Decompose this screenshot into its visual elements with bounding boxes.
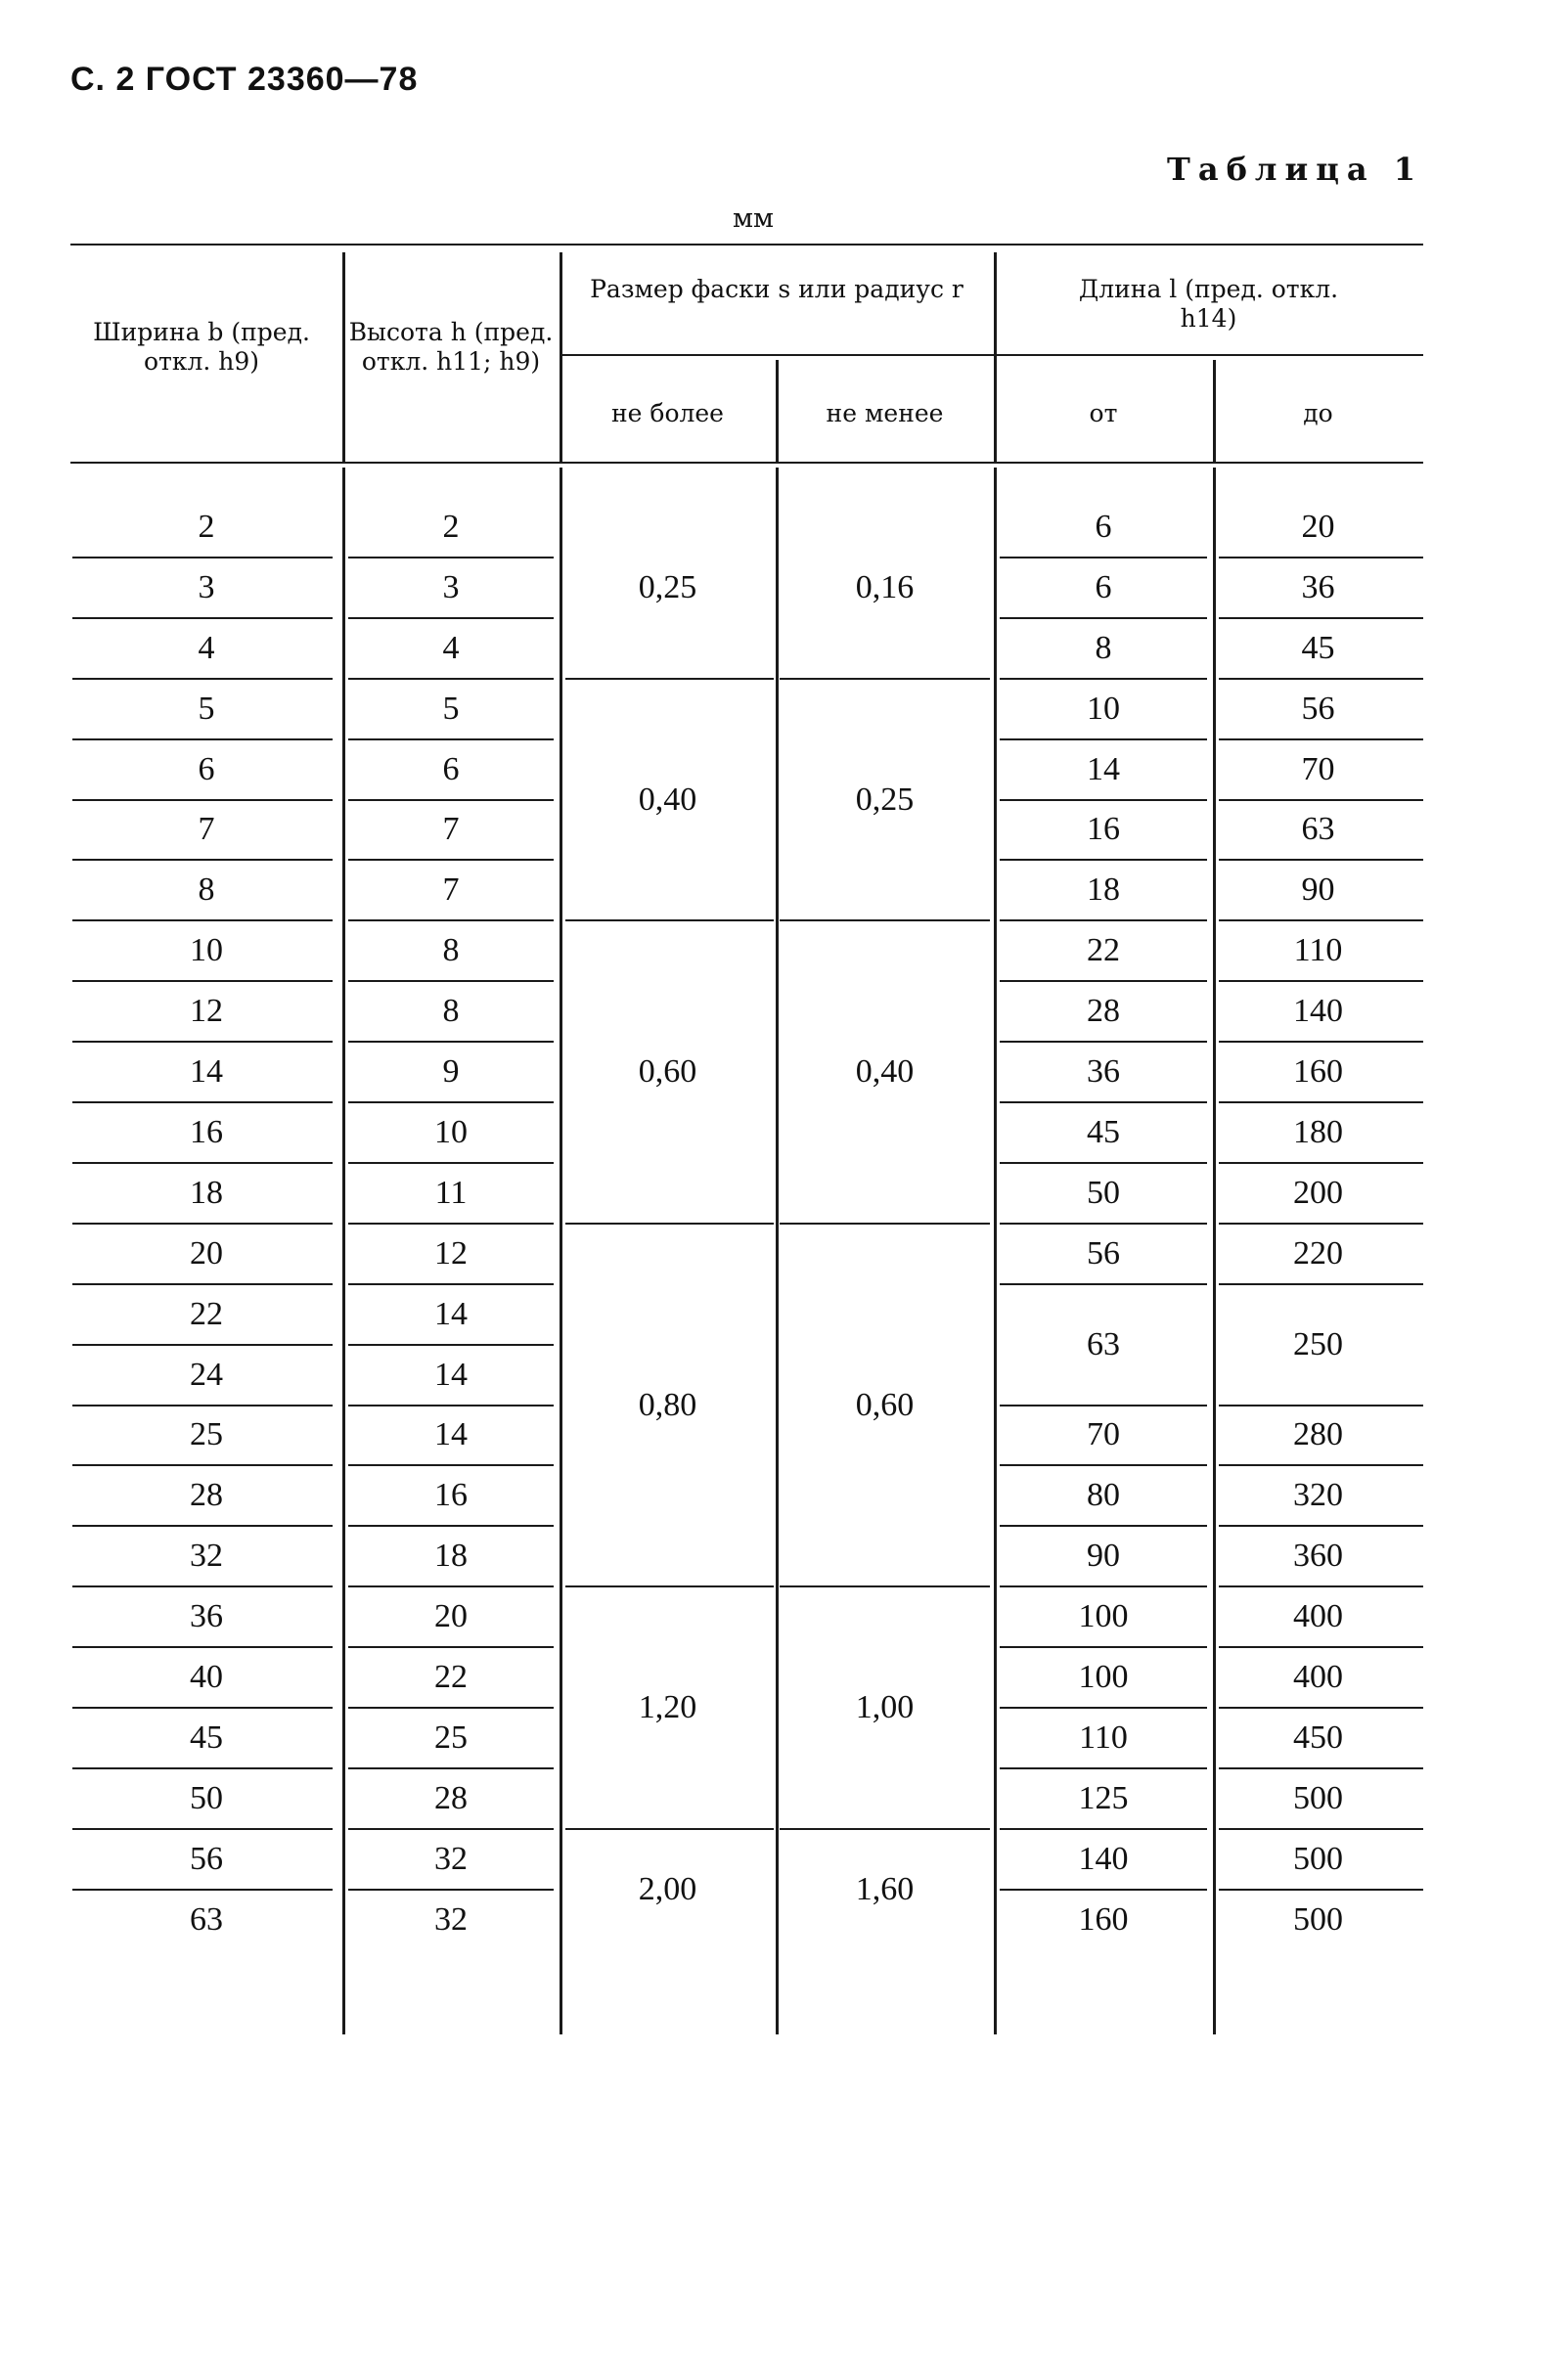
- row-divider: [1000, 1646, 1207, 1648]
- cell-length-from: 100: [1078, 1598, 1129, 1635]
- cell-height-h: 3: [442, 568, 460, 605]
- cell-length-from: 45: [1087, 1113, 1120, 1150]
- row-divider: [1219, 1585, 1423, 1587]
- row-divider: [348, 1162, 554, 1164]
- row-divider: [1219, 1041, 1423, 1043]
- cell-width-b: 4: [198, 629, 215, 666]
- row-divider: [348, 738, 554, 740]
- row-divider: [72, 980, 333, 982]
- row-divider: [72, 1464, 333, 1466]
- cell-length-to: 280: [1293, 1416, 1343, 1453]
- row-divider: [72, 1525, 333, 1527]
- row-divider: [348, 1707, 554, 1709]
- cell-length-to: 500: [1293, 1900, 1343, 1938]
- header-divider: [342, 252, 345, 462]
- cell-length-from: 110: [1079, 1719, 1128, 1756]
- cell-length-from: 8: [1095, 629, 1112, 666]
- cell-height-h: 4: [442, 629, 460, 666]
- row-divider: [72, 1041, 333, 1043]
- chamfer-group-divider: [780, 678, 990, 680]
- cell-width-b: 45: [190, 1719, 223, 1756]
- row-divider: [1000, 1101, 1207, 1103]
- cell-length-from: 16: [1087, 811, 1120, 848]
- cell-length-from: 14: [1087, 750, 1120, 787]
- row-divider: [1000, 557, 1207, 558]
- cell-length-from: 63: [1087, 1325, 1120, 1362]
- cell-length-to: 250: [1293, 1325, 1343, 1362]
- row-divider: [348, 980, 554, 982]
- row-divider: [1219, 1223, 1423, 1225]
- row-divider: [72, 1767, 333, 1769]
- cell-height-h: 25: [434, 1719, 468, 1756]
- header-height-h: Высота h (пред. откл. h11; h9): [348, 318, 554, 376]
- row-divider: [1219, 1162, 1423, 1164]
- cell-height-h: 2: [442, 508, 460, 545]
- cell-width-b: 14: [190, 1053, 223, 1091]
- row-divider: [348, 859, 554, 861]
- row-divider: [1000, 1889, 1207, 1891]
- cell-length-from: 90: [1087, 1538, 1120, 1575]
- row-divider: [1219, 1707, 1423, 1709]
- cell-chamfer-min: 0,60: [855, 1386, 915, 1423]
- row-divider: [72, 859, 333, 861]
- row-divider: [1219, 980, 1423, 982]
- row-divider: [72, 919, 333, 921]
- cell-length-to: 70: [1301, 750, 1335, 787]
- cell-width-b: 56: [190, 1840, 223, 1877]
- chamfer-group-divider: [565, 1223, 774, 1225]
- row-divider: [1000, 1585, 1207, 1587]
- row-divider: [348, 1223, 554, 1225]
- chamfer-group-divider: [780, 1585, 990, 1587]
- length-subheader-rule: [994, 354, 1423, 356]
- row-divider: [1000, 919, 1207, 921]
- cell-height-h: 11: [434, 1174, 468, 1211]
- cell-length-to: 110: [1293, 932, 1343, 969]
- header-divider: [994, 252, 997, 462]
- cell-length-from: 100: [1078, 1659, 1129, 1696]
- row-divider: [348, 1464, 554, 1466]
- row-divider: [72, 1585, 333, 1587]
- row-divider: [348, 1585, 554, 1587]
- row-divider: [1219, 1525, 1423, 1527]
- header-chamfer-group: Размер фаски s или радиус r: [590, 275, 963, 303]
- cell-length-from: 50: [1087, 1174, 1120, 1211]
- cell-length-to: 63: [1301, 811, 1335, 848]
- cell-length-from: 125: [1078, 1779, 1129, 1816]
- cell-height-h: 9: [442, 1053, 460, 1091]
- cell-width-b: 50: [190, 1779, 223, 1816]
- cell-length-from: 36: [1087, 1053, 1120, 1091]
- cell-height-h: 6: [442, 750, 460, 787]
- cell-width-b: 40: [190, 1659, 223, 1696]
- cell-width-b: 6: [198, 750, 215, 787]
- row-divider: [1219, 1283, 1423, 1285]
- body-column-divider: [560, 468, 562, 2034]
- cell-height-h: 28: [434, 1779, 468, 1816]
- row-divider: [72, 678, 333, 680]
- row-divider: [1000, 1707, 1207, 1709]
- cell-width-b: 5: [198, 690, 215, 727]
- cell-chamfer-max: 2,00: [638, 1870, 697, 1907]
- row-divider: [1219, 1101, 1423, 1103]
- cell-length-from: 80: [1087, 1477, 1120, 1514]
- row-divider: [348, 557, 554, 558]
- cell-length-to: 36: [1301, 568, 1335, 605]
- row-divider: [1000, 799, 1207, 801]
- cell-chamfer-min: 1,00: [855, 1689, 915, 1725]
- chamfer-group-divider: [780, 919, 990, 921]
- chamfer-group-divider: [780, 1828, 990, 1830]
- header-divider: [560, 252, 562, 462]
- cell-length-from: 6: [1095, 568, 1112, 605]
- cell-width-b: 7: [198, 811, 215, 848]
- row-divider: [348, 1101, 554, 1103]
- cell-length-to: 90: [1301, 871, 1335, 909]
- header-length-to: до: [1303, 399, 1333, 427]
- row-divider: [348, 1828, 554, 1830]
- cell-length-to: 320: [1293, 1477, 1343, 1514]
- row-divider: [1000, 1767, 1207, 1769]
- row-divider: [1219, 1464, 1423, 1466]
- row-divider: [1219, 738, 1423, 740]
- row-divider: [1000, 1223, 1207, 1225]
- cell-length-to: 500: [1293, 1779, 1343, 1816]
- cell-chamfer-max: 1,20: [638, 1689, 697, 1725]
- row-divider: [1219, 1828, 1423, 1830]
- cell-height-h: 7: [442, 871, 460, 909]
- header-width-b: Ширина b (пред. откл. h9): [93, 318, 310, 376]
- cell-length-to: 140: [1293, 993, 1343, 1030]
- cell-width-b: 12: [190, 993, 223, 1030]
- chamfer-group-divider: [780, 1223, 990, 1225]
- row-divider: [72, 738, 333, 740]
- page-header: С. 2 ГОСТ 23360—78: [70, 61, 419, 98]
- row-divider: [1219, 1767, 1423, 1769]
- cell-chamfer-min: 0,16: [855, 568, 915, 605]
- cell-width-b: 10: [190, 932, 223, 969]
- chamfer-group-divider: [565, 919, 774, 921]
- cell-length-to: 20: [1301, 508, 1335, 545]
- row-divider: [1000, 1041, 1207, 1043]
- row-divider: [72, 1223, 333, 1225]
- row-divider: [348, 1041, 554, 1043]
- cell-width-b: 24: [190, 1356, 223, 1393]
- cell-height-h: 20: [434, 1598, 468, 1635]
- row-divider: [348, 1344, 554, 1346]
- row-divider: [1219, 557, 1423, 558]
- row-divider: [72, 1344, 333, 1346]
- row-divider: [72, 617, 333, 619]
- cell-length-from: 10: [1087, 690, 1120, 727]
- row-divider: [1219, 1646, 1423, 1648]
- row-divider: [1219, 678, 1423, 680]
- cell-length-to: 500: [1293, 1840, 1343, 1877]
- cell-length-to: 360: [1293, 1538, 1343, 1575]
- cell-length-to: 450: [1293, 1719, 1343, 1756]
- cell-length-from: 140: [1078, 1840, 1129, 1877]
- cell-length-to: 400: [1293, 1659, 1343, 1696]
- cell-width-b: 22: [190, 1295, 223, 1332]
- cell-height-h: 16: [434, 1477, 468, 1514]
- row-divider: [1000, 738, 1207, 740]
- row-divider: [72, 1828, 333, 1830]
- cell-length-to: 400: [1293, 1598, 1343, 1635]
- row-divider: [1000, 1162, 1207, 1164]
- units-label: мм: [732, 203, 774, 234]
- row-divider: [72, 1707, 333, 1709]
- cell-height-h: 18: [434, 1538, 468, 1575]
- cell-chamfer-min: 0,40: [855, 1053, 915, 1091]
- cell-width-b: 63: [190, 1900, 223, 1938]
- cell-length-to: 160: [1293, 1053, 1343, 1091]
- row-divider: [1000, 678, 1207, 680]
- row-divider: [1000, 1464, 1207, 1466]
- row-divider: [72, 1101, 333, 1103]
- row-divider: [1000, 1828, 1207, 1830]
- row-divider: [348, 1767, 554, 1769]
- row-divider: [348, 919, 554, 921]
- cell-length-from: 56: [1087, 1234, 1120, 1272]
- chamfer-subheader-rule: [560, 354, 994, 356]
- cell-length-to: 45: [1301, 629, 1335, 666]
- header-length-from: от: [1089, 399, 1118, 427]
- row-divider: [1219, 1405, 1423, 1406]
- cell-height-h: 8: [442, 993, 460, 1030]
- row-divider: [348, 678, 554, 680]
- cell-width-b: 2: [198, 508, 215, 545]
- cell-width-b: 20: [190, 1234, 223, 1272]
- table-label: Таблица 1: [1167, 151, 1423, 188]
- cell-height-h: 5: [442, 690, 460, 727]
- row-divider: [72, 1405, 333, 1406]
- row-divider: [72, 799, 333, 801]
- cell-chamfer-min: 1,60: [855, 1870, 915, 1907]
- header-bottom-rule: [70, 462, 1423, 464]
- header-length-group: Длина l (пред. откл. h14): [1078, 275, 1339, 333]
- row-divider: [348, 799, 554, 801]
- row-divider: [1219, 799, 1423, 801]
- cell-width-b: 25: [190, 1416, 223, 1453]
- cell-height-h: 12: [434, 1234, 468, 1272]
- row-divider: [348, 1525, 554, 1527]
- row-divider: [72, 557, 333, 558]
- row-divider: [1000, 1525, 1207, 1527]
- cell-height-h: 14: [434, 1356, 468, 1393]
- cell-height-h: 8: [442, 932, 460, 969]
- header-chamfer-min: не менее: [826, 399, 944, 427]
- row-divider: [348, 1283, 554, 1285]
- row-divider: [1219, 919, 1423, 921]
- cell-width-b: 32: [190, 1538, 223, 1575]
- cell-length-from: 28: [1087, 993, 1120, 1030]
- cell-length-to: 200: [1293, 1174, 1343, 1211]
- row-divider: [1000, 980, 1207, 982]
- row-divider: [1219, 1889, 1423, 1891]
- chamfer-group-divider: [565, 1828, 774, 1830]
- chamfer-group-divider: [565, 678, 774, 680]
- row-divider: [348, 617, 554, 619]
- cell-width-b: 36: [190, 1598, 223, 1635]
- row-divider: [1219, 617, 1423, 619]
- cell-width-b: 3: [198, 568, 215, 605]
- cell-width-b: 16: [190, 1113, 223, 1150]
- cell-height-h: 14: [434, 1416, 468, 1453]
- row-divider: [72, 1283, 333, 1285]
- cell-chamfer-min: 0,25: [855, 781, 915, 818]
- cell-length-to: 56: [1301, 690, 1335, 727]
- cell-length-from: 18: [1087, 871, 1120, 909]
- cell-length-from: 160: [1078, 1900, 1129, 1938]
- cell-height-h: 32: [434, 1900, 468, 1938]
- row-divider: [348, 1646, 554, 1648]
- cell-length-to: 220: [1293, 1234, 1343, 1272]
- cell-width-b: 28: [190, 1477, 223, 1514]
- cell-length-to: 180: [1293, 1113, 1343, 1150]
- table-top-rule: [70, 244, 1423, 246]
- cell-chamfer-max: 0,80: [638, 1386, 697, 1423]
- cell-height-h: 10: [434, 1113, 468, 1150]
- cell-width-b: 8: [198, 871, 215, 909]
- row-divider: [72, 1646, 333, 1648]
- cell-chamfer-max: 0,60: [638, 1053, 697, 1091]
- cell-height-h: 7: [442, 811, 460, 848]
- cell-chamfer-max: 0,40: [638, 781, 697, 818]
- cell-length-from: 70: [1087, 1416, 1120, 1453]
- row-divider: [348, 1405, 554, 1406]
- row-divider: [1219, 859, 1423, 861]
- row-divider: [1000, 1283, 1207, 1285]
- row-divider: [1000, 1405, 1207, 1406]
- row-divider: [72, 1889, 333, 1891]
- row-divider: [72, 1162, 333, 1164]
- chamfer-group-divider: [565, 1585, 774, 1587]
- cell-height-h: 22: [434, 1659, 468, 1696]
- cell-length-from: 22: [1087, 932, 1120, 969]
- cell-height-h: 32: [434, 1840, 468, 1877]
- row-divider: [1000, 859, 1207, 861]
- cell-chamfer-max: 0,25: [638, 568, 697, 605]
- row-divider: [348, 1889, 554, 1891]
- body-column-divider: [776, 468, 779, 2034]
- row-divider: [1000, 617, 1207, 619]
- header-chamfer-max: не более: [611, 399, 724, 427]
- cell-height-h: 14: [434, 1295, 468, 1332]
- cell-length-from: 6: [1095, 508, 1112, 545]
- cell-width-b: 18: [190, 1174, 223, 1211]
